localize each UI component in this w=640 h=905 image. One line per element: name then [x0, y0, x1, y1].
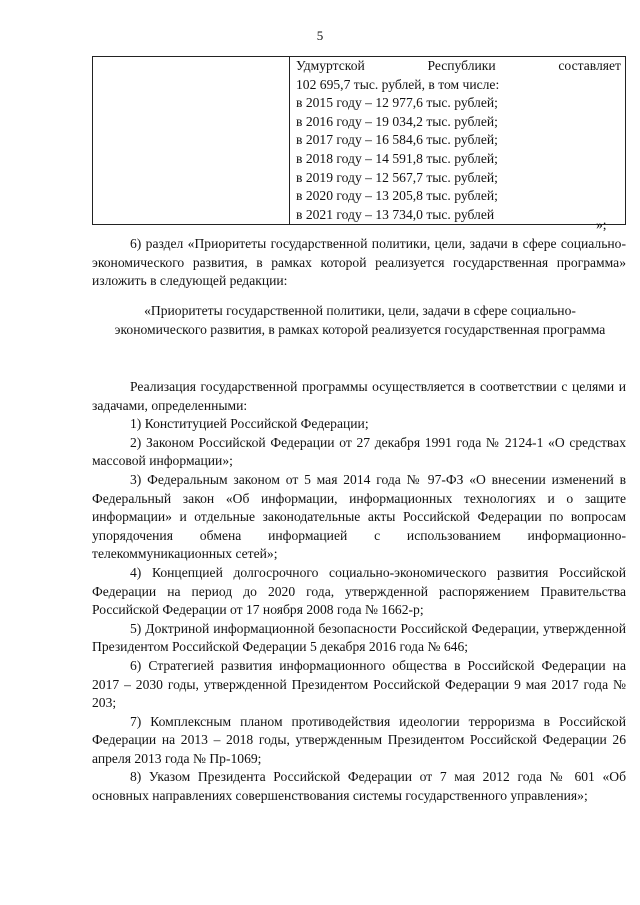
list-item: 1) Конституцией Российской Федерации; [130, 416, 369, 432]
list-item: 8) Указом Президента Российской Федерации от 7 мая 2012 года № 601 «Об основных направлениях совершенствования системы государственного управления»; [92, 769, 626, 804]
funding-line: в 2015 году – 12 977,6 тыс. рублей; [296, 95, 498, 111]
list-item: 6) Стратегией развития информационного общества в Российской Федерации на 2017 – 2030 годы, утвержденной Президентом Российской Федерации 9 мая 2017 года № 203; [92, 657, 626, 711]
list-item: 7) Комплексным планом противодействия идеологии терроризма в Российской Федерации на 2013 – 2018 годы, утвержденным Президентом Российской Федерации 26 апреля 2013 года № Пр-1069; [92, 713, 626, 766]
funding-line: 102 695,7 тыс. рублей, в том числе: [296, 76, 500, 92]
funding-table [92, 56, 626, 225]
page-number: 5 [316, 28, 324, 43]
funding-line: Удмуртской Республики составляет [296, 58, 621, 73]
section-heading: «Приоритеты государственной политики, цели, задачи в сфере социально-экономического развития, в рамках которой реализуется государственная программа [114, 303, 606, 337]
closing-quote: »; [596, 217, 607, 232]
list-item: 3) Федеральным законом от 5 мая 2014 года № 97-ФЗ «О внесении изменений в Федеральный закон «Об информации, информационных технологиях и о защите информации» и отдельные законодательные акты Российской Федерации по вопросам упорядочения обмена информацией с использованием информационно-телекоммуникационных сетей»; [92, 471, 626, 562]
table-cell-funding [290, 57, 626, 225]
table-cell-empty [93, 57, 290, 225]
list-item: 5) Доктриной информационной безопасности Российской Федерации, утвержденной Президентом Российской Федерации 5 декабря 2016 года № 646; [92, 620, 626, 655]
funding-line: в 2016 году – 19 034,2 тыс. рублей; [296, 113, 498, 129]
funding-line: в 2018 году – 14 591,8 тыс. рублей; [296, 150, 498, 166]
table-row [93, 57, 626, 225]
funding-line: в 2017 году – 16 584,6 тыс. рублей; [296, 132, 498, 148]
priorities-list [92, 378, 626, 806]
item-6: 6) раздел «Приоритеты государственной политики, цели, задачи в сфере социально-экономического развития, в рамках которой реализуется государственная программа» изложить в следующей редакции: [92, 236, 626, 289]
funding-line: в 2021 году – 13 734,0 тыс. рублей [296, 206, 495, 222]
list-item: 4) Концепцией долгосрочного социально-экономического развития Российской Федерации на период до 2020 года, утвержденной распоряжением Правительства Российской Федерации от 17 ноября 2008 года № 1662-р; [92, 564, 626, 618]
intro-paragraph: Реализация государственной программы осуществляется в соответствии с целями и задачами, определенными: [92, 379, 626, 413]
amendment-paragraph [92, 235, 626, 291]
funding-line: в 2019 году – 12 567,7 тыс. рублей; [296, 169, 498, 185]
funding-line: в 2020 году – 13 205,8 тыс. рублей; [296, 188, 498, 204]
list-item: 2) Законом Российской Федерации от 27 декабря 1991 года № 2124-1 «О средствах массовой информации»; [92, 434, 626, 469]
